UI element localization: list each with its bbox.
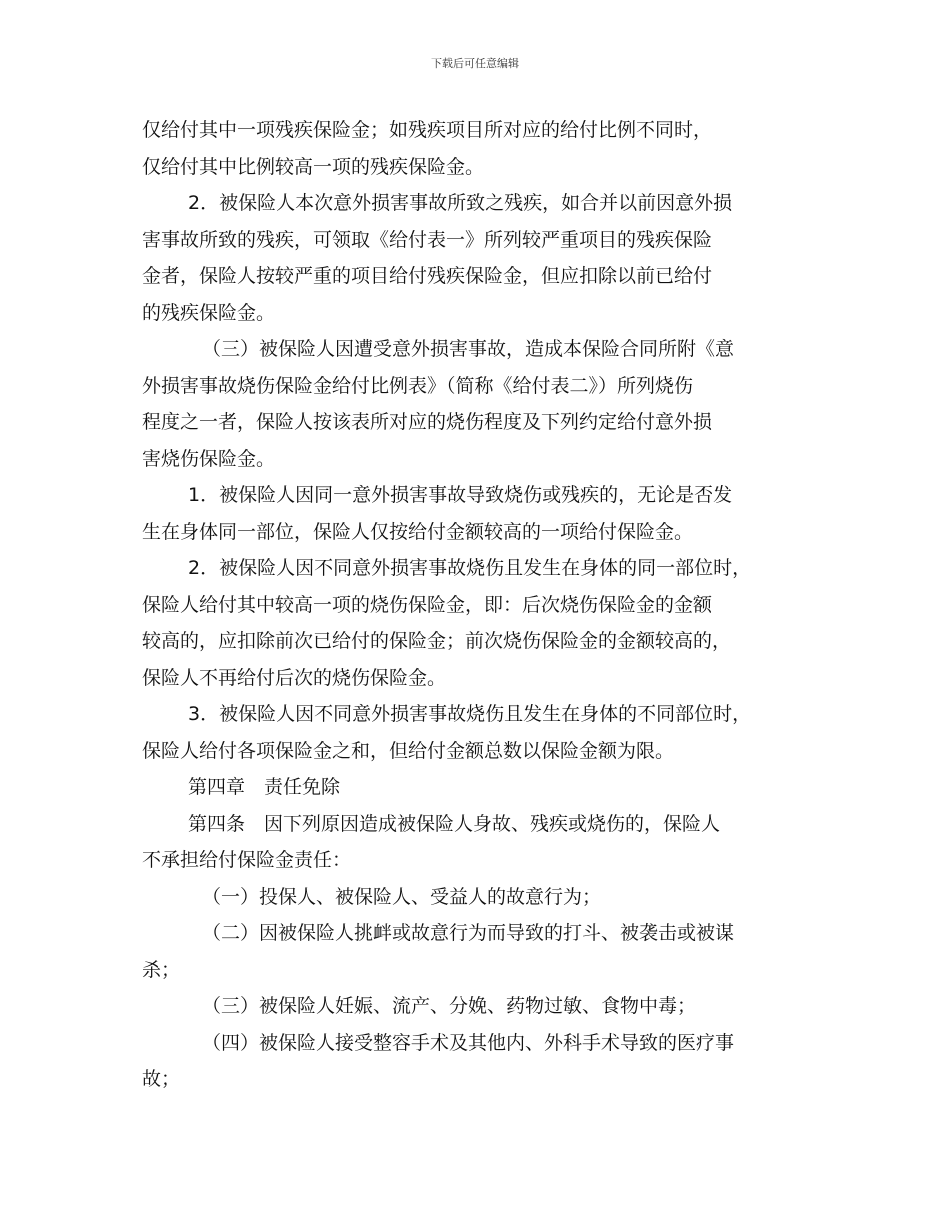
text-line: 3．被保险人因不同意外损害事故烧伤且发生在身体的不同部位时，	[188, 703, 752, 725]
document-body	[142, 112, 832, 1098]
text-line: 金者，保险人按较严重的项目给付残疾保险金，但应扣除以前已给付	[142, 265, 713, 287]
text-line: 仅给付其中一项残疾保险金；如残疾项目所对应的给付比例不同时，	[142, 119, 713, 141]
text-line: 保险人不再给付后次的烧伤保险金。	[142, 666, 447, 689]
text-line: 杀；	[142, 958, 181, 981]
text-line: 1．被保险人因同一意外损害事故导致烧伤或残疾的，无论是否发	[188, 484, 733, 506]
text-line: 第四章 责任免除	[188, 776, 341, 798]
text-line: （三）被保险人妊娠、流产、分娩、药物过敏、食物中毒；	[202, 995, 697, 1017]
text-line: 不承担给付保险金责任：	[142, 849, 352, 871]
text-line: 仅给付其中比例较高一项的残疾保险金。	[142, 155, 485, 178]
text-line: 较高的，应扣除前次已给付的保险金；前次烧伤保险金的金额较高的，	[142, 630, 732, 652]
text-line: 保险人给付各项保险金之和，但给付金额总数以保险金额为限。	[142, 739, 675, 762]
text-line: 2．被保险人因不同意外损害事故烧伤且发生在身体的同一部位时，	[188, 557, 752, 579]
text-line: 生在身体同一部位，保险人仅按给付金额较高的一项给付保险金。	[142, 520, 694, 543]
text-line: 的残疾保险金。	[142, 301, 276, 324]
text-line: （三）被保险人因遭受意外损害事故，造成本保险合同所附《意	[202, 338, 735, 360]
text-line: 第四条 因下列原因造成被保险人身故、残疾或烧伤的，保险人	[188, 812, 721, 835]
text-line: （二）因被保险人挑衅或故意行为而导致的打斗、被袭击或被谋	[202, 922, 735, 944]
text-line: （四）被保险人接受整容手术及其他内、外科手术导致的医疗事	[202, 1031, 735, 1054]
text-line: 2．被保险人本次意外损害事故所致之残疾，如合并以前因意外损	[188, 192, 733, 214]
text-line: 故；	[142, 1068, 181, 1090]
text-line: 保险人给付其中较高一项的烧伤保险金，即：后次烧伤保险金的金额	[142, 593, 713, 616]
text-line: 程度之一者，保险人按该表所对应的烧伤程度及下列约定给付意外损	[142, 411, 713, 433]
text-line: 害烧伤保险金。	[142, 447, 276, 470]
text-line: （一）投保人、被保险人、受益人的故意行为；	[202, 885, 602, 908]
page-header: 下载后可任意编辑	[431, 57, 519, 70]
text-line: 害事故所致的残疾，可领取《给付表一》所列较严重项目的残疾保险	[142, 228, 713, 251]
text-line: 外损害事故烧伤保险金给付比例表》（简称《给付表二》）所列烧伤	[142, 374, 694, 397]
